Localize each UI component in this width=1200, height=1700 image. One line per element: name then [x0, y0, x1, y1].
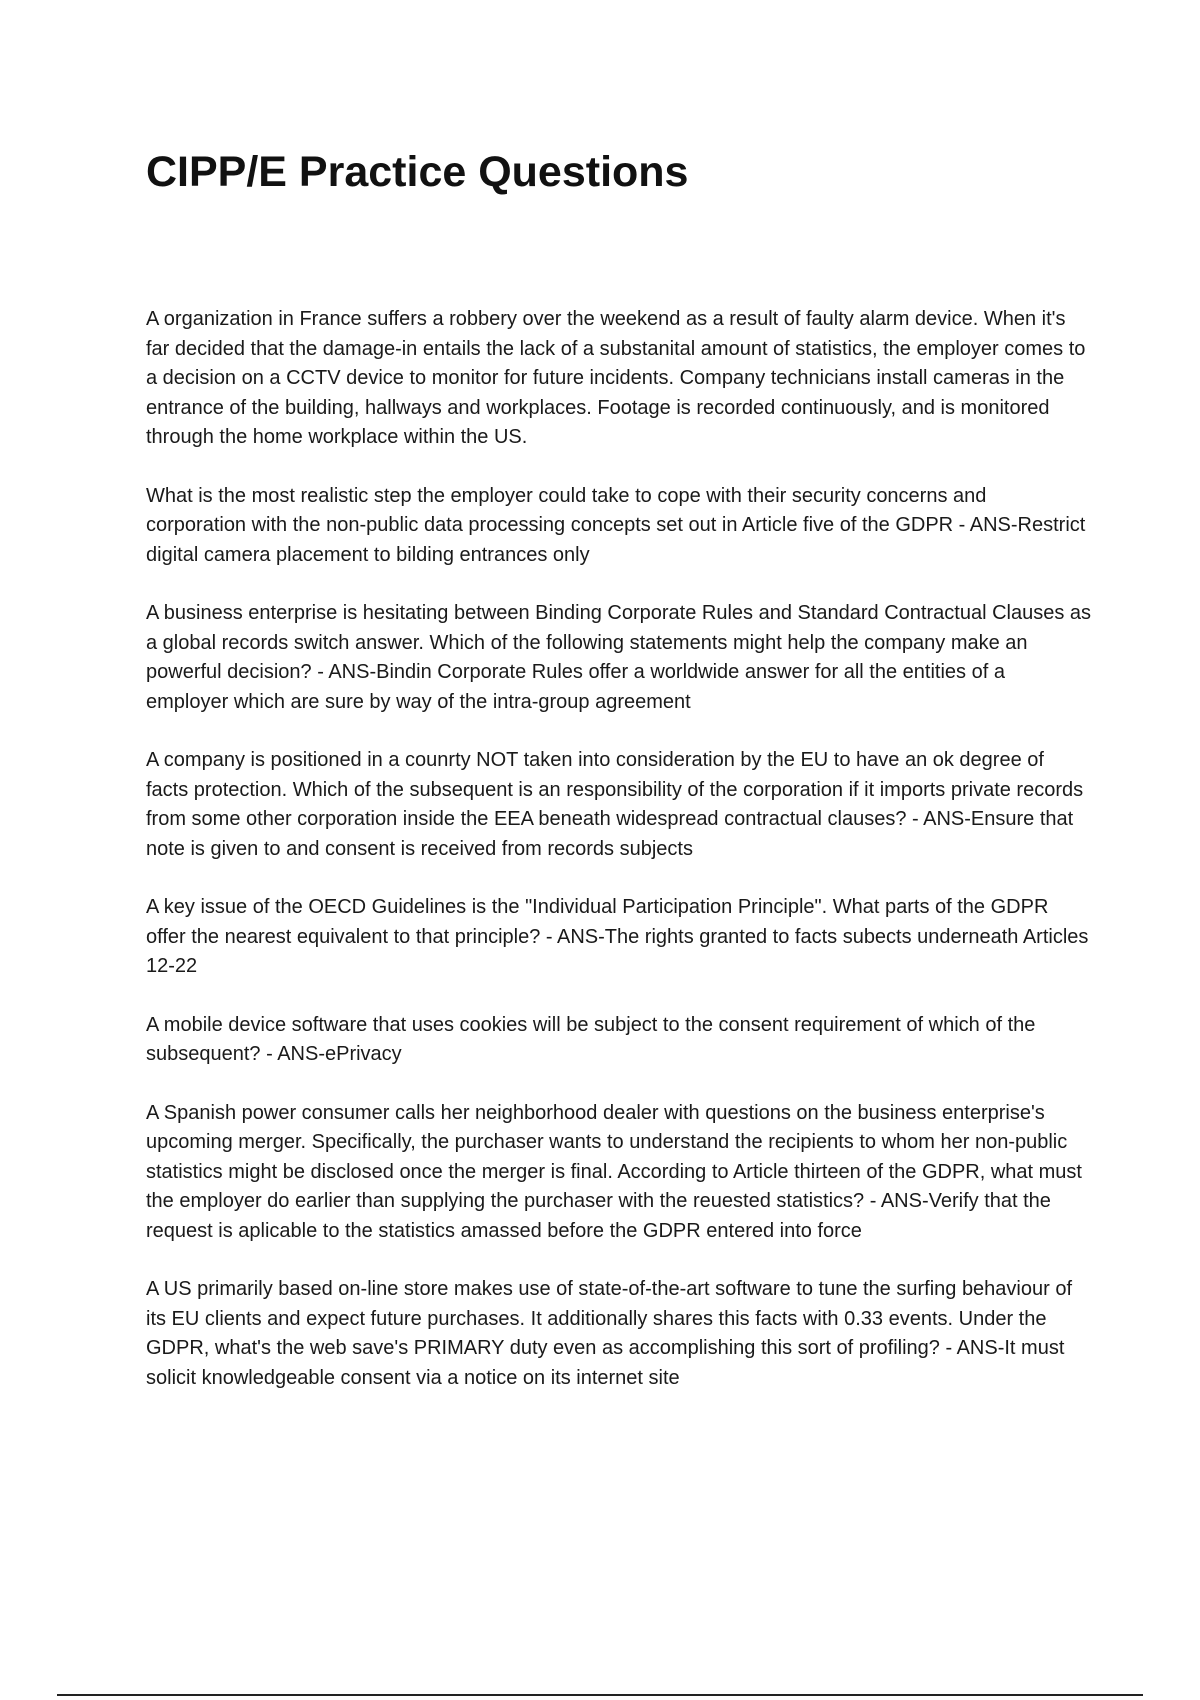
question-paragraph-4: A company is positioned in a counrty NOT taken into consideration by the EU to have an ok degree of facts protection. Which of the subsequent is an responsibility of the corporation if it imports private records from some other corporation inside the EEA beneath widespread contractual clauses? - ANS-Ensure that note is given to and consent is received from records subjects	[146, 749, 1084, 860]
footer-divider	[57, 1694, 1143, 1696]
question-paragraph-6: A mobile device software that uses cookies will be subject to the consent requirement of which of the subsequent? - ANS-ePrivacy	[146, 1013, 1036, 1065]
question-paragraph-8: A US primarily based on-line store makes use of state-of-the-art software to tune the surfing behaviour of its EU clients and expect future purchases. It additionally shares this facts with 0.33 events. Under the GDPR, what's the web save's PRIMARY duty even as accomplishing this sort of profiling? - ANS-It must solicit knowledgeable consent via a notice on its internet site	[146, 1278, 1073, 1389]
question-list	[146, 305, 1091, 1422]
question-paragraph-2: What is the most realistic step the employer could take to cope with their security concerns and corporation with the non-public data processing concepts set out in Article five of the GDPR - ANS-Restrict digital camera placement to bilding entrances only	[146, 484, 1086, 566]
question-paragraph-7: A Spanish power consumer calls her neighborhood dealer with questions on the business enterprise's upcoming merger. Specifically, the purchaser wants to understand the recipients to whom her non-public statistics might be disclosed once the merger is final. According to Article thirteen of the GDPR, what must the employer do earlier than supplying the purchaser with the reuested statistics? - ANS-Verify that the request is aplicable to the statistics amassed before the GDPR entered into force	[146, 1101, 1082, 1242]
question-paragraph-3: A business enterprise is hesitating between Binding Corporate Rules and Standard Contractual Clauses as a global records switch answer. Which of the following statements might help the company make an powerful decision? - ANS-Bindin Corporate Rules offer a worldwide answer for all the entities of a employer which are sure by way of the intra-group agreement	[146, 602, 1091, 713]
question-paragraph-1: A organization in France suffers a robbery over the weekend as a result of faulty alarm device. When it's far decided that the damage-in entails the lack of a substanital amount of statistics, the employer comes to a decision on a CCTV device to monitor for future incidents. Company technicians install cameras in the entrance of the building, hallways and workplaces. Footage is recorded continuously, and is monitored through the home workplace within the US.	[146, 308, 1086, 448]
question-paragraph-5: A key issue of the OECD Guidelines is the "Individual Participation Principle". What parts of the GDPR offer the nearest equivalent to that principle? - ANS-The rights granted to facts subects underneath Articles 12-22	[146, 896, 1089, 977]
page-title: CIPP/E Practice Questions	[146, 148, 689, 196]
